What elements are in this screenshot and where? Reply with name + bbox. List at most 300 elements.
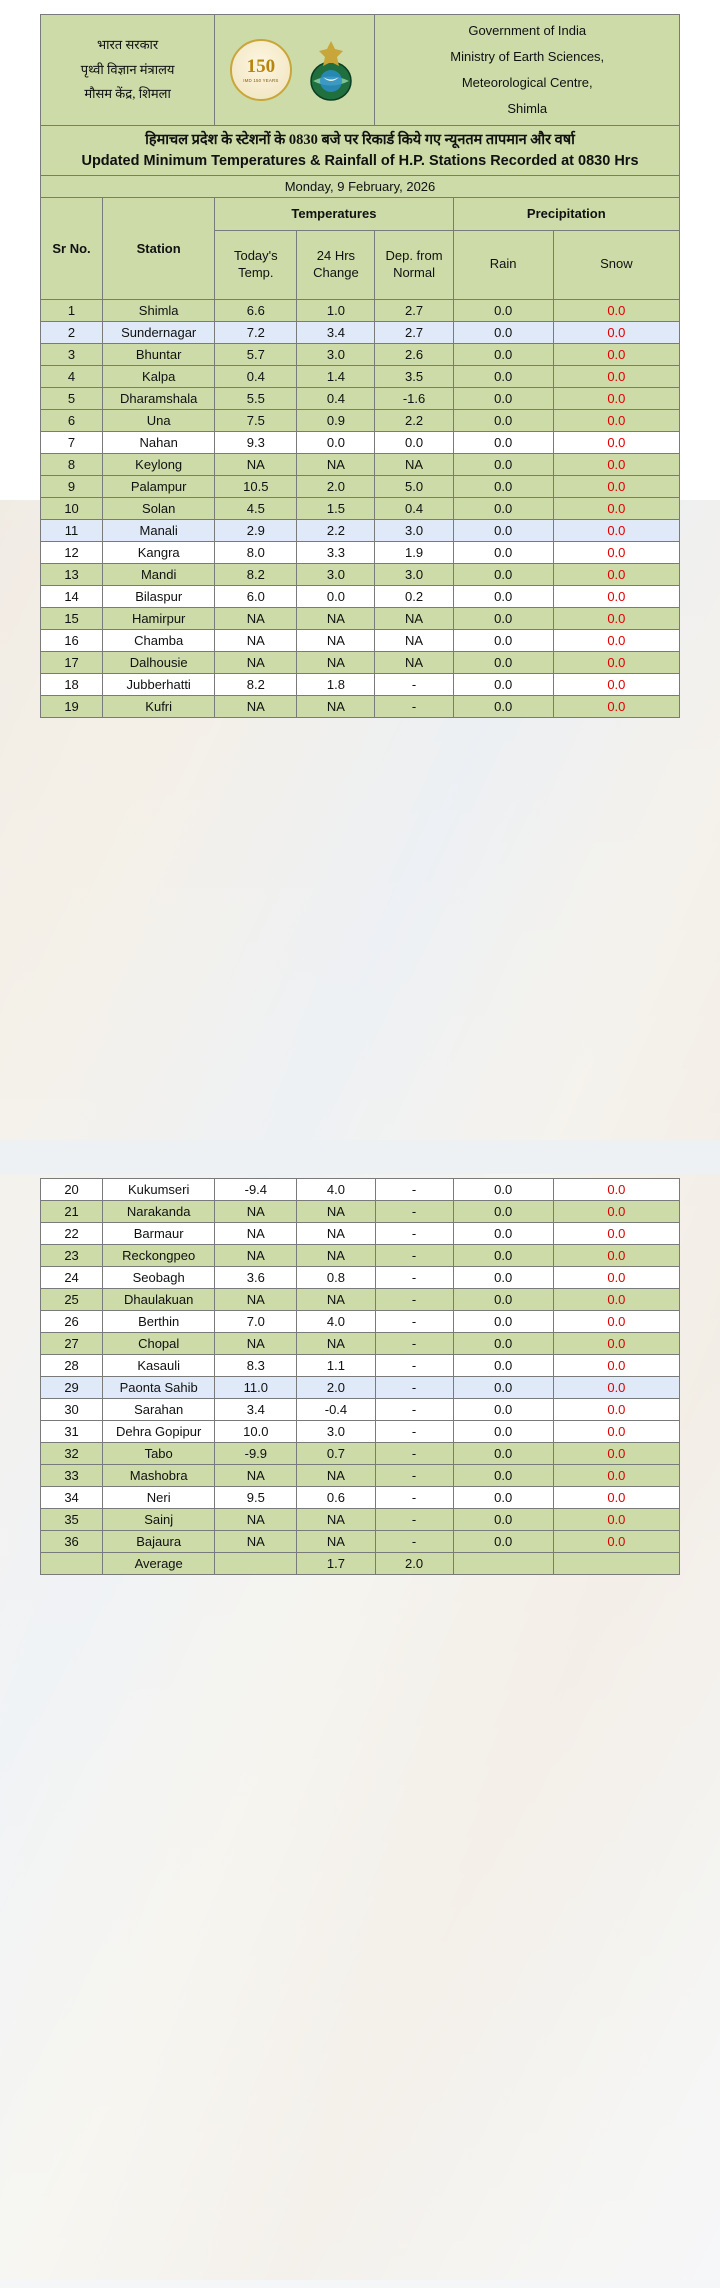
cell-rain: 0.0 bbox=[453, 1377, 553, 1399]
cell-sr-no: 1 bbox=[41, 299, 103, 321]
cell-rain: 0.0 bbox=[453, 1267, 553, 1289]
title-block bbox=[41, 126, 680, 176]
cell-station: Reckongpeo bbox=[103, 1245, 215, 1267]
cell-24hrs-change: NA bbox=[297, 1245, 375, 1267]
column-header-rain: Rain bbox=[453, 230, 553, 299]
cell-station: Tabo bbox=[103, 1443, 215, 1465]
cell-dep-from-normal: 2.7 bbox=[375, 299, 453, 321]
cell-rain: 0.0 bbox=[453, 409, 553, 431]
cell-snow: 0.0 bbox=[553, 453, 679, 475]
cell-sr-no: 21 bbox=[41, 1201, 103, 1223]
cell-todays-temp: 7.5 bbox=[215, 409, 297, 431]
cell-snow: 0.0 bbox=[553, 1311, 679, 1333]
cell-station: Sarahan bbox=[103, 1399, 215, 1421]
cell-station: Sainj bbox=[103, 1509, 215, 1531]
header-left-block bbox=[41, 15, 215, 126]
cell-dep-from-normal: 2.2 bbox=[375, 409, 453, 431]
cell-todays-temp: 5.5 bbox=[215, 387, 297, 409]
logo-block bbox=[215, 15, 375, 126]
cell-rain: 0.0 bbox=[453, 321, 553, 343]
cell-dep-from-normal: - bbox=[375, 1355, 453, 1377]
cell-station: Manali bbox=[103, 519, 215, 541]
cell-todays-temp: NA bbox=[215, 1509, 297, 1531]
cell-24hrs-change: 3.0 bbox=[297, 563, 375, 585]
cell-sr-no: 23 bbox=[41, 1245, 103, 1267]
masthead-row bbox=[41, 15, 680, 126]
cell-todays-temp: 3.6 bbox=[215, 1267, 297, 1289]
cell-todays-temp: 5.7 bbox=[215, 343, 297, 365]
cell-dep-from-normal: - bbox=[375, 1201, 453, 1223]
cell-todays-temp: NA bbox=[215, 1465, 297, 1487]
cell-sr-no: 2 bbox=[41, 321, 103, 343]
cell-todays-temp: 3.4 bbox=[215, 1399, 297, 1421]
cell-24hrs-change: 1.4 bbox=[297, 365, 375, 387]
cell-dep-from-normal: 0.2 bbox=[375, 585, 453, 607]
cell-station: Dhaulakuan bbox=[103, 1289, 215, 1311]
cell-station: Barmaur bbox=[103, 1223, 215, 1245]
cell-station: Solan bbox=[103, 497, 215, 519]
table-row bbox=[41, 475, 680, 497]
cell-todays-temp: NA bbox=[215, 629, 297, 651]
cell-station: Dharamshala bbox=[103, 387, 215, 409]
cell-station: Kalpa bbox=[103, 365, 215, 387]
cell-24hrs-change: NA bbox=[297, 1333, 375, 1355]
cell-todays-temp: 10.5 bbox=[215, 475, 297, 497]
cell-24hrs-change: NA bbox=[297, 695, 375, 717]
column-group-header-row bbox=[41, 197, 680, 230]
cell-24hrs-change: 1.1 bbox=[297, 1355, 375, 1377]
table-row bbox=[41, 1509, 680, 1531]
cell-rain bbox=[453, 1553, 553, 1575]
cell-station: Paonta Sahib bbox=[103, 1377, 215, 1399]
cell-sr-no bbox=[41, 1553, 103, 1575]
cell-24hrs-change: 2.0 bbox=[297, 475, 375, 497]
cell-snow: 0.0 bbox=[553, 1421, 679, 1443]
cell-todays-temp: 0.4 bbox=[215, 365, 297, 387]
cell-snow: 0.0 bbox=[553, 1223, 679, 1245]
cell-dep-from-normal: NA bbox=[375, 607, 453, 629]
cell-24hrs-change: 3.0 bbox=[297, 1421, 375, 1443]
table-row bbox=[41, 1465, 680, 1487]
table-row bbox=[41, 365, 680, 387]
cell-snow: 0.0 bbox=[553, 1245, 679, 1267]
cell-rain: 0.0 bbox=[453, 607, 553, 629]
cell-snow: 0.0 bbox=[553, 519, 679, 541]
cell-rain: 0.0 bbox=[453, 1289, 553, 1311]
table-row bbox=[41, 497, 680, 519]
cell-snow: 0.0 bbox=[553, 299, 679, 321]
table-row bbox=[41, 1289, 680, 1311]
cell-snow: 0.0 bbox=[553, 431, 679, 453]
cell-24hrs-change: NA bbox=[297, 1531, 375, 1553]
cell-station: Hamirpur bbox=[103, 607, 215, 629]
cell-station: Mandi bbox=[103, 563, 215, 585]
cell-24hrs-change: 0.9 bbox=[297, 409, 375, 431]
cell-sr-no: 22 bbox=[41, 1223, 103, 1245]
cell-station: Mashobra bbox=[103, 1465, 215, 1487]
table-row bbox=[41, 651, 680, 673]
table-row bbox=[41, 541, 680, 563]
cell-dep-from-normal: - bbox=[375, 1245, 453, 1267]
cell-station: Una bbox=[103, 409, 215, 431]
cell-rain: 0.0 bbox=[453, 1179, 553, 1201]
cell-rain: 0.0 bbox=[453, 1245, 553, 1267]
cell-rain: 0.0 bbox=[453, 343, 553, 365]
header-right-line-4: Shimla bbox=[507, 101, 548, 116]
table-row bbox=[41, 1201, 680, 1223]
cell-dep-from-normal: 2.0 bbox=[375, 1553, 453, 1575]
cell-snow bbox=[553, 1553, 679, 1575]
column-header-sr-no: Sr No. bbox=[41, 197, 103, 299]
cell-todays-temp: 10.0 bbox=[215, 1421, 297, 1443]
column-header-dep-from-normal: Dep. from Normal bbox=[375, 230, 453, 299]
table-row bbox=[41, 299, 680, 321]
table-row bbox=[41, 1311, 680, 1333]
table-row bbox=[41, 1223, 680, 1245]
cell-dep-from-normal: - bbox=[375, 1487, 453, 1509]
cell-24hrs-change: -0.4 bbox=[297, 1399, 375, 1421]
cell-snow: 0.0 bbox=[553, 607, 679, 629]
cell-snow: 0.0 bbox=[553, 651, 679, 673]
cell-snow: 0.0 bbox=[553, 673, 679, 695]
cell-dep-from-normal: - bbox=[375, 1421, 453, 1443]
cell-rain: 0.0 bbox=[453, 453, 553, 475]
cell-snow: 0.0 bbox=[553, 1531, 679, 1553]
table-row bbox=[41, 1245, 680, 1267]
table-row bbox=[41, 1531, 680, 1553]
table-row-average bbox=[41, 1553, 680, 1575]
cell-snow: 0.0 bbox=[553, 563, 679, 585]
cell-rain: 0.0 bbox=[453, 365, 553, 387]
cell-todays-temp: NA bbox=[215, 1289, 297, 1311]
cell-24hrs-change: 3.4 bbox=[297, 321, 375, 343]
cell-24hrs-change: 3.0 bbox=[297, 343, 375, 365]
cell-rain: 0.0 bbox=[453, 299, 553, 321]
header-right-line-3: Meteorological Centre, bbox=[461, 75, 593, 90]
table-row bbox=[41, 1267, 680, 1289]
cell-sr-no: 33 bbox=[41, 1465, 103, 1487]
cell-24hrs-change: 0.0 bbox=[297, 585, 375, 607]
cell-dep-from-normal: NA bbox=[375, 651, 453, 673]
cell-todays-temp: -9.4 bbox=[215, 1179, 297, 1201]
cell-sr-no: 11 bbox=[41, 519, 103, 541]
cell-rain: 0.0 bbox=[453, 475, 553, 497]
cell-24hrs-change: 2.2 bbox=[297, 519, 375, 541]
cell-dep-from-normal: 0.4 bbox=[375, 497, 453, 519]
cell-sr-no: 6 bbox=[41, 409, 103, 431]
header-right-line-2: Ministry of Earth Sciences, bbox=[450, 49, 605, 64]
cell-dep-from-normal: - bbox=[375, 1311, 453, 1333]
cell-rain: 0.0 bbox=[453, 1333, 553, 1355]
cell-dep-from-normal: 3.5 bbox=[375, 365, 453, 387]
cell-snow: 0.0 bbox=[553, 541, 679, 563]
cell-rain: 0.0 bbox=[453, 1355, 553, 1377]
cell-snow: 0.0 bbox=[553, 1179, 679, 1201]
cell-dep-from-normal: - bbox=[375, 673, 453, 695]
cell-sr-no: 31 bbox=[41, 1421, 103, 1443]
cell-dep-from-normal: - bbox=[375, 1443, 453, 1465]
cell-rain: 0.0 bbox=[453, 1465, 553, 1487]
cell-snow: 0.0 bbox=[553, 321, 679, 343]
header-right-line-1: Government of India bbox=[468, 23, 587, 38]
cell-snow: 0.0 bbox=[553, 365, 679, 387]
cell-sr-no: 10 bbox=[41, 497, 103, 519]
cell-rain: 0.0 bbox=[453, 541, 553, 563]
cell-sr-no: 24 bbox=[41, 1267, 103, 1289]
cell-station: Bilaspur bbox=[103, 585, 215, 607]
cell-station: Nahan bbox=[103, 431, 215, 453]
cell-todays-temp: 11.0 bbox=[215, 1377, 297, 1399]
cell-24hrs-change: 1.7 bbox=[297, 1553, 375, 1575]
cell-sr-no: 26 bbox=[41, 1311, 103, 1333]
cell-station: Kukumseri bbox=[103, 1179, 215, 1201]
cell-dep-from-normal: NA bbox=[375, 629, 453, 651]
header-left-line-2: पृथ्वी विज्ञान मंत्रालय bbox=[80, 61, 175, 77]
table-row bbox=[41, 1487, 680, 1509]
cell-todays-temp: -9.9 bbox=[215, 1443, 297, 1465]
table-row bbox=[41, 321, 680, 343]
cell-station: Bhuntar bbox=[103, 343, 215, 365]
cell-sr-no: 3 bbox=[41, 343, 103, 365]
cell-sr-no: 20 bbox=[41, 1179, 103, 1201]
cell-dep-from-normal: 0.0 bbox=[375, 431, 453, 453]
cell-dep-from-normal: 2.7 bbox=[375, 321, 453, 343]
cell-dep-from-normal: - bbox=[375, 1267, 453, 1289]
logo-150-number: 150 bbox=[246, 55, 276, 77]
cell-24hrs-change: NA bbox=[297, 1509, 375, 1531]
cell-snow: 0.0 bbox=[553, 497, 679, 519]
cell-24hrs-change: NA bbox=[297, 607, 375, 629]
cell-sr-no: 25 bbox=[41, 1289, 103, 1311]
cell-rain: 0.0 bbox=[453, 497, 553, 519]
cell-dep-from-normal: 1.9 bbox=[375, 541, 453, 563]
table-row bbox=[41, 607, 680, 629]
cell-sr-no: 35 bbox=[41, 1509, 103, 1531]
cell-station: Dehra Gopipur bbox=[103, 1421, 215, 1443]
column-group-precipitation: Precipitation bbox=[453, 197, 679, 230]
cell-station: Sundernagar bbox=[103, 321, 215, 343]
cell-snow: 0.0 bbox=[553, 1465, 679, 1487]
cell-snow: 0.0 bbox=[553, 1289, 679, 1311]
column-header-station: Station bbox=[103, 197, 215, 299]
cell-station: Shimla bbox=[103, 299, 215, 321]
cell-dep-from-normal: - bbox=[375, 1223, 453, 1245]
cell-station: Jubberhatti bbox=[103, 673, 215, 695]
cell-dep-from-normal: - bbox=[375, 1509, 453, 1531]
cell-todays-temp: NA bbox=[215, 1245, 297, 1267]
cell-station: Seobagh bbox=[103, 1267, 215, 1289]
cell-24hrs-change: 1.5 bbox=[297, 497, 375, 519]
cell-rain: 0.0 bbox=[453, 695, 553, 717]
cell-todays-temp: NA bbox=[215, 651, 297, 673]
cell-station: Kufri bbox=[103, 695, 215, 717]
cell-dep-from-normal: - bbox=[375, 1465, 453, 1487]
report-sheet-part2 bbox=[40, 1178, 680, 1575]
header-right-block bbox=[375, 15, 680, 126]
cell-dep-from-normal: - bbox=[375, 1179, 453, 1201]
cell-dep-from-normal: - bbox=[375, 1333, 453, 1355]
cell-todays-temp bbox=[215, 1553, 297, 1575]
cell-station: Narakanda bbox=[103, 1201, 215, 1223]
cell-snow: 0.0 bbox=[553, 1377, 679, 1399]
cell-todays-temp: 7.2 bbox=[215, 321, 297, 343]
report-date: Monday, 9 February, 2026 bbox=[41, 175, 680, 197]
cell-sr-no: 9 bbox=[41, 475, 103, 497]
cell-24hrs-change: NA bbox=[297, 629, 375, 651]
cell-rain: 0.0 bbox=[453, 629, 553, 651]
cell-snow: 0.0 bbox=[553, 1201, 679, 1223]
cell-rain: 0.0 bbox=[453, 651, 553, 673]
cell-sr-no: 19 bbox=[41, 695, 103, 717]
cell-24hrs-change: 4.0 bbox=[297, 1179, 375, 1201]
cell-rain: 0.0 bbox=[453, 585, 553, 607]
cell-dep-from-normal: NA bbox=[375, 453, 453, 475]
cell-sr-no: 29 bbox=[41, 1377, 103, 1399]
table-row bbox=[41, 1333, 680, 1355]
cell-24hrs-change: NA bbox=[297, 1289, 375, 1311]
cell-snow: 0.0 bbox=[553, 409, 679, 431]
table-row bbox=[41, 453, 680, 475]
cell-24hrs-change: 0.6 bbox=[297, 1487, 375, 1509]
cell-dep-from-normal: 2.6 bbox=[375, 343, 453, 365]
table-row bbox=[41, 1443, 680, 1465]
cell-station: Neri bbox=[103, 1487, 215, 1509]
cell-24hrs-change: NA bbox=[297, 453, 375, 475]
cell-sr-no: 28 bbox=[41, 1355, 103, 1377]
cell-todays-temp: 8.2 bbox=[215, 673, 297, 695]
background-strip bbox=[0, 1140, 720, 1174]
cell-rain: 0.0 bbox=[453, 673, 553, 695]
cell-sr-no: 34 bbox=[41, 1487, 103, 1509]
cell-sr-no: 4 bbox=[41, 365, 103, 387]
table-row bbox=[41, 387, 680, 409]
india-meteorological-department-emblem-icon bbox=[302, 35, 360, 105]
weather-table-part2 bbox=[40, 1178, 680, 1575]
table-row bbox=[41, 695, 680, 717]
cell-todays-temp: 8.2 bbox=[215, 563, 297, 585]
cell-todays-temp: 8.3 bbox=[215, 1355, 297, 1377]
cell-snow: 0.0 bbox=[553, 1399, 679, 1421]
report-sheet-part1 bbox=[40, 14, 680, 718]
title-english: Updated Minimum Temperatures & Rainfall of H.P. Stations Recorded at 0830 Hrs bbox=[81, 153, 639, 169]
cell-snow: 0.0 bbox=[553, 1355, 679, 1377]
cell-snow: 0.0 bbox=[553, 343, 679, 365]
column-header-24hrs-change: 24 Hrs Change bbox=[297, 230, 375, 299]
cell-snow: 0.0 bbox=[553, 1443, 679, 1465]
cell-snow: 0.0 bbox=[553, 585, 679, 607]
cell-dep-from-normal: - bbox=[375, 1399, 453, 1421]
cell-sr-no: 12 bbox=[41, 541, 103, 563]
table-row bbox=[41, 673, 680, 695]
cell-dep-from-normal: - bbox=[375, 1377, 453, 1399]
cell-24hrs-change: 0.0 bbox=[297, 431, 375, 453]
table-row bbox=[41, 1421, 680, 1443]
cell-24hrs-change: NA bbox=[297, 651, 375, 673]
cell-sr-no: 36 bbox=[41, 1531, 103, 1553]
cell-rain: 0.0 bbox=[453, 1487, 553, 1509]
column-group-temperatures: Temperatures bbox=[215, 197, 453, 230]
cell-todays-temp: 2.9 bbox=[215, 519, 297, 541]
table-row bbox=[41, 343, 680, 365]
cell-24hrs-change: 0.7 bbox=[297, 1443, 375, 1465]
table-row bbox=[41, 519, 680, 541]
cell-rain: 0.0 bbox=[453, 1531, 553, 1553]
cell-sr-no: 27 bbox=[41, 1333, 103, 1355]
weather-table-part2-body bbox=[41, 1179, 680, 1575]
cell-rain: 0.0 bbox=[453, 1421, 553, 1443]
table-row bbox=[41, 1399, 680, 1421]
cell-todays-temp: NA bbox=[215, 453, 297, 475]
cell-sr-no: 5 bbox=[41, 387, 103, 409]
table-row bbox=[41, 1377, 680, 1399]
cell-24hrs-change: 1.8 bbox=[297, 673, 375, 695]
cell-todays-temp: 8.0 bbox=[215, 541, 297, 563]
cell-dep-from-normal: - bbox=[375, 1531, 453, 1553]
cell-rain: 0.0 bbox=[453, 1201, 553, 1223]
cell-station: Kasauli bbox=[103, 1355, 215, 1377]
cell-todays-temp: NA bbox=[215, 1531, 297, 1553]
cell-sr-no: 13 bbox=[41, 563, 103, 585]
cell-sr-no: 18 bbox=[41, 673, 103, 695]
cell-todays-temp: 4.5 bbox=[215, 497, 297, 519]
cell-24hrs-change: 0.4 bbox=[297, 387, 375, 409]
logo-150-subtext: IMD 150 YEARS bbox=[243, 77, 279, 83]
cell-station: Chopal bbox=[103, 1333, 215, 1355]
cell-24hrs-change: NA bbox=[297, 1465, 375, 1487]
cell-dep-from-normal: - bbox=[375, 1289, 453, 1311]
cell-24hrs-change: 4.0 bbox=[297, 1311, 375, 1333]
cell-station: Palampur bbox=[103, 475, 215, 497]
cell-rain: 0.0 bbox=[453, 1399, 553, 1421]
cell-rain: 0.0 bbox=[453, 519, 553, 541]
cell-todays-temp: NA bbox=[215, 695, 297, 717]
cell-24hrs-change: NA bbox=[297, 1223, 375, 1245]
cell-snow: 0.0 bbox=[553, 1333, 679, 1355]
cell-rain: 0.0 bbox=[453, 1311, 553, 1333]
cell-todays-temp: NA bbox=[215, 607, 297, 629]
cell-rain: 0.0 bbox=[453, 1509, 553, 1531]
table-row bbox=[41, 585, 680, 607]
cell-todays-temp: 7.0 bbox=[215, 1311, 297, 1333]
table-row bbox=[41, 563, 680, 585]
cell-24hrs-change: 3.3 bbox=[297, 541, 375, 563]
cell-station: Bajaura bbox=[103, 1531, 215, 1553]
table-row bbox=[41, 431, 680, 453]
weather-table-part1-body bbox=[41, 299, 680, 717]
cell-station: Keylong bbox=[103, 453, 215, 475]
cell-dep-from-normal: 3.0 bbox=[375, 519, 453, 541]
cell-24hrs-change: NA bbox=[297, 1201, 375, 1223]
cell-todays-temp: 9.3 bbox=[215, 431, 297, 453]
cell-24hrs-change: 1.0 bbox=[297, 299, 375, 321]
cell-rain: 0.0 bbox=[453, 431, 553, 453]
title-hindi: हिमाचल प्रदेश के स्टेशनों के 0830 बजे पर रिकार्ड किये गए न्यूनतम तापमान और वर्षा bbox=[145, 132, 575, 148]
cell-sr-no: 32 bbox=[41, 1443, 103, 1465]
cell-24hrs-change: 2.0 bbox=[297, 1377, 375, 1399]
cell-rain: 0.0 bbox=[453, 1223, 553, 1245]
cell-dep-from-normal: -1.6 bbox=[375, 387, 453, 409]
date-row bbox=[41, 175, 680, 197]
cell-snow: 0.0 bbox=[553, 695, 679, 717]
cell-snow: 0.0 bbox=[553, 1487, 679, 1509]
imd-150-years-logo bbox=[230, 39, 292, 101]
header-left-line-1: भारत सरकार bbox=[96, 36, 159, 52]
cell-sr-no: 7 bbox=[41, 431, 103, 453]
cell-sr-no: 16 bbox=[41, 629, 103, 651]
cell-rain: 0.0 bbox=[453, 1443, 553, 1465]
cell-todays-temp: NA bbox=[215, 1223, 297, 1245]
cell-snow: 0.0 bbox=[553, 475, 679, 497]
